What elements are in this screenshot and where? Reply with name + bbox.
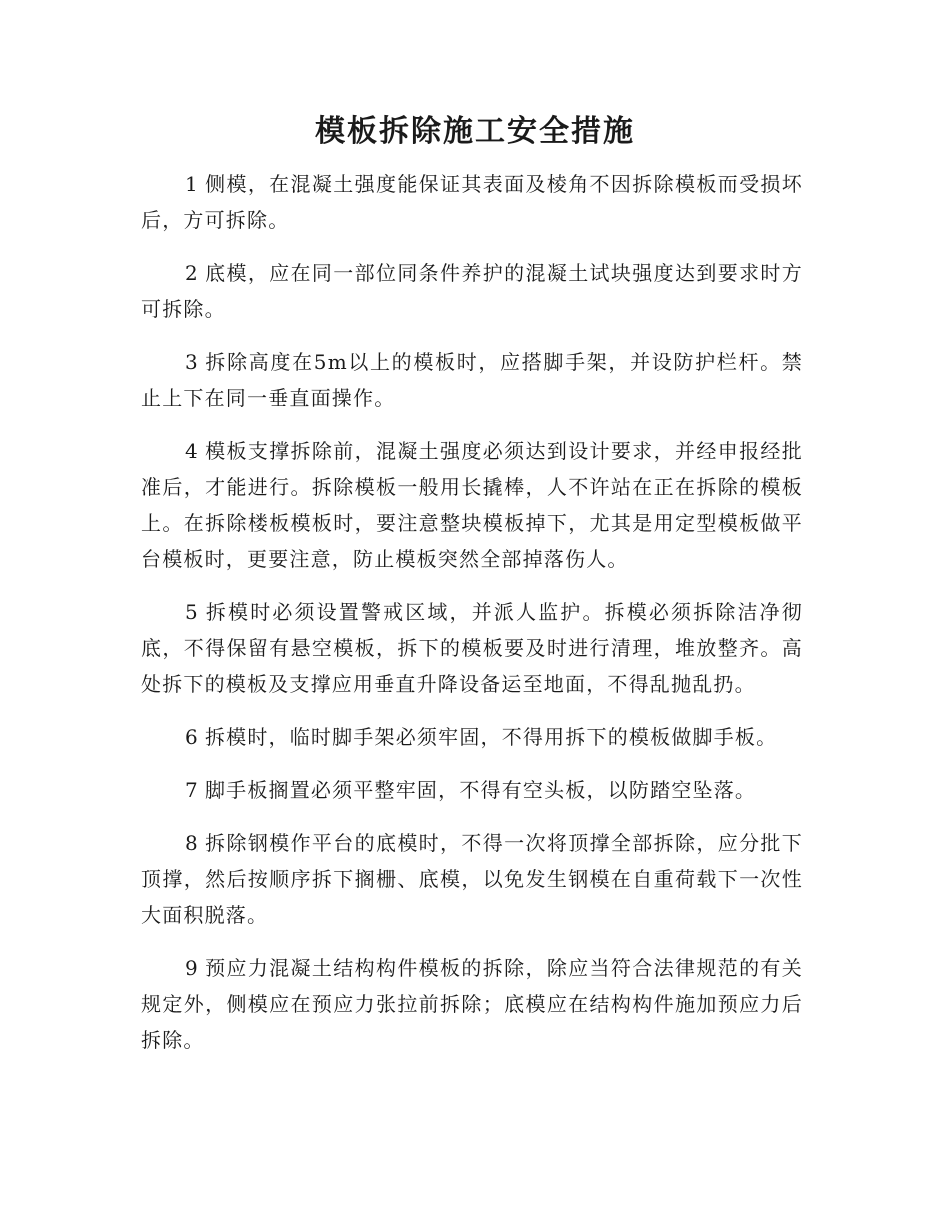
paragraph-1 — [141, 166, 803, 238]
paragraph-9 — [141, 950, 803, 1058]
paragraph-number: 7 — [185, 778, 199, 802]
paragraph-number: 2 — [185, 261, 199, 285]
paragraph-text: 拆除高度在5m以上的模板时，应搭脚手架，并设防护栏杆。禁止上下在同一垂直面操作。 — [141, 350, 803, 410]
paragraph-7 — [141, 772, 803, 808]
page-title: 模板拆除施工安全措施 — [315, 114, 635, 149]
paragraph-4 — [141, 433, 803, 577]
paragraph-number: 8 — [185, 831, 199, 855]
paragraph-text: 预应力混凝土结构构件模板的拆除，除应当符合法律规范的有关规定外，侧模应在预应力张拉前拆除；底模应在结构构件施加预应力后拆除。 — [141, 956, 803, 1052]
paragraph-number: 3 — [185, 350, 199, 374]
paragraph-number: 5 — [185, 600, 199, 624]
paragraph-6 — [141, 719, 803, 755]
paragraph-number: 4 — [185, 439, 199, 463]
paragraph-text: 拆模时必须设置警戒区域，并派人监护。拆模必须拆除洁净彻底，不得保留有悬空模板，拆下的模板要及时进行清理，堆放整齐。高处拆下的模板及支撑应用垂直升降设备运至地面，不得乱抛乱扔。 — [141, 600, 803, 696]
paragraph-text: 模板支撑拆除前，混凝土强度必须达到设计要求，并经申报经批准后，才能进行。拆除模板一般用长撬棒，人不许站在正在拆除的模板上。在拆除楼板模板时，要注意整块模板掉下，尤其是用定型模板做平台模板时，更要注意，防止模板突然全部掉落伤人。 — [141, 439, 803, 571]
paragraph-number: 1 — [185, 172, 199, 196]
paragraph-text: 拆模时，临时脚手架必须牢固，不得用拆下的模板做脚手板。 — [204, 725, 778, 749]
paragraph-8 — [141, 825, 803, 933]
paragraph-text: 底模，应在同一部位同条件养护的混凝土试块强度达到要求时方可拆除。 — [141, 261, 803, 321]
paragraph-text: 侧模，在混凝土强度能保证其表面及棱角不因拆除模板而受损坏后，方可拆除。 — [141, 172, 803, 232]
paragraph-text: 脚手板搁置必须平整牢固，不得有空头板，以防踏空坠落。 — [204, 778, 757, 802]
paragraph-number: 9 — [185, 956, 199, 980]
paragraph-3 — [141, 344, 803, 416]
paragraph-number: 6 — [185, 725, 199, 749]
document-body — [141, 166, 803, 1075]
paragraph-2 — [141, 255, 803, 327]
paragraph-text: 拆除钢模作平台的底模时，不得一次将顶撑全部拆除，应分批下顶撑，然后按顺序拆下搁栅、底模，以免发生钢模在自重荷载下一次性大面积脱落。 — [141, 831, 803, 927]
paragraph-5 — [141, 594, 803, 702]
